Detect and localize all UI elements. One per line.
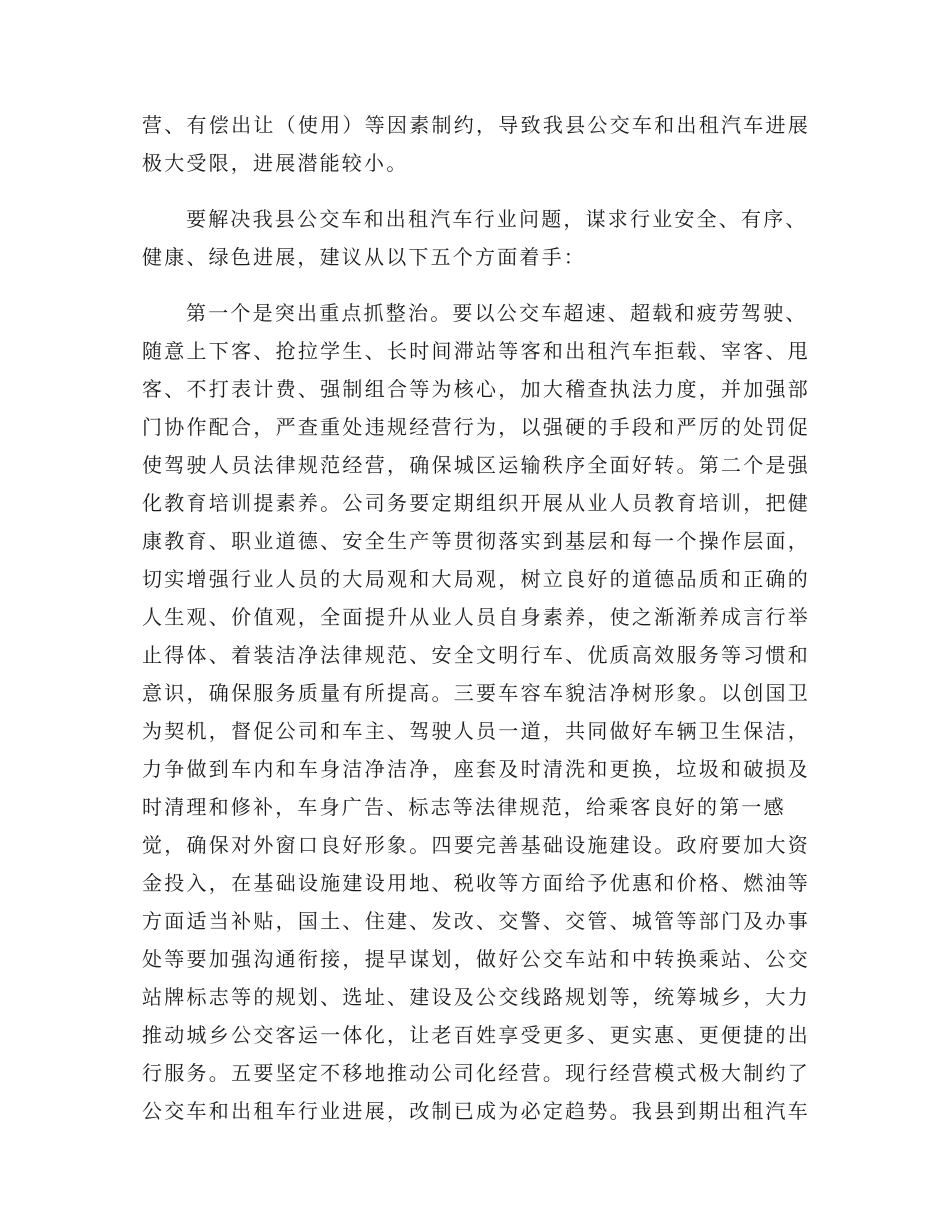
paragraph-3-line-13: 力争做到车内和车身洁净洁净，座套及时清洗和更换，垃圾和破损及: [142, 757, 810, 781]
paragraph-1-line-2: 极大受限，进展潜能较小。: [142, 151, 409, 175]
paragraph-3-line-21: 行服务。五要坚定不移地推动公司化经营。现行经营模式极大制约了: [142, 1061, 810, 1085]
paragraph-3-line-14: 时清理和修补，车身广告、标志等法律规范，给乘客良好的第一感: [142, 795, 786, 819]
paragraph-3-line-20: 推动城乡公交客运一体化，让老百姓享受更多、更实惠、更便捷的出: [142, 1023, 810, 1047]
paragraph-3-line-17: 方面适当补贴，国土、住建、发改、交警、交管、城管等部门及办事: [142, 909, 810, 933]
paragraph-2-line-2: 健康、绿色进展，建议从以下五个方面着手：: [142, 245, 586, 269]
paragraph-3-line-12: 为契机，督促公司和车主、驾驶人员一道，共同做好车辆卫生保洁，: [142, 719, 810, 743]
paragraph-3-line-2: 随意上下客、抢拉学生、长时间滞站等客和出租汽车拒载、宰客、甩: [142, 339, 810, 363]
paragraph-3-line-19: 站牌标志等的规划、选址、建设及公交线路规划等，统筹城乡，大力: [142, 985, 810, 1009]
paragraph-3-line-22: 公交车和出租车行业进展，改制已成为必定趋势。我县到期出租汽车: [142, 1099, 810, 1123]
paragraph-3-line-8: 切实增强行业人员的大局观和大局观，树立良好的道德品质和正确的: [142, 567, 810, 591]
paragraph-2-line-1: 要解决我县公交车和出租汽车行业问题，谋求行业安全、有序、: [186, 207, 808, 231]
paragraph-3-line-10: 止得体、着装洁净法律规范、安全文明行车、优质高效服务等习惯和: [142, 643, 810, 667]
paragraph-1-line-1: 营、有偿出让（使用）等因素制约，导致我县公交车和出租汽车进展: [142, 113, 810, 137]
paragraph-3-line-6: 化教育培训提素养。公司务要定期组织开展从业人员教育培训，把健: [142, 491, 810, 515]
paragraph-3-line-1: 第一个是突出重点抓整治。要以公交车超速、超载和疲劳驾驶、: [186, 301, 808, 325]
paragraph-3-line-9: 人生观、价值观，全面提升从业人员自身素养，使之渐渐养成言行举: [142, 605, 810, 629]
paragraph-3-line-7: 康教育、职业道德、安全生产等贯彻落实到基层和每一个操作层面，: [142, 529, 810, 553]
paragraph-3-line-5: 使驾驶人员法律规范经营，确保城区运输秩序全面好转。第二个是强: [142, 453, 810, 477]
paragraph-3-line-18: 处等要加强沟通衔接，提早谋划，做好公交车站和中转换乘站、公交: [142, 947, 810, 971]
paragraph-3-line-4: 门协作配合，严查重处违规经营行为，以强硬的手段和严厉的处罚促: [142, 415, 810, 439]
paragraph-3-line-16: 金投入，在基础设施建设用地、税收等方面给予优惠和价格、燃油等: [142, 871, 810, 895]
paragraph-3-line-3: 客、不打表计费、强制组合等为核心，加大稽查执法力度，并加强部: [142, 377, 810, 401]
paragraph-3-line-11: 意识，确保服务质量有所提高。三要车容车貌洁净树形象。以创国卫: [142, 681, 810, 705]
paragraph-3-line-15: 觉，确保对外窗口良好形象。四要完善基础设施建设。政府要加大资: [142, 833, 810, 857]
